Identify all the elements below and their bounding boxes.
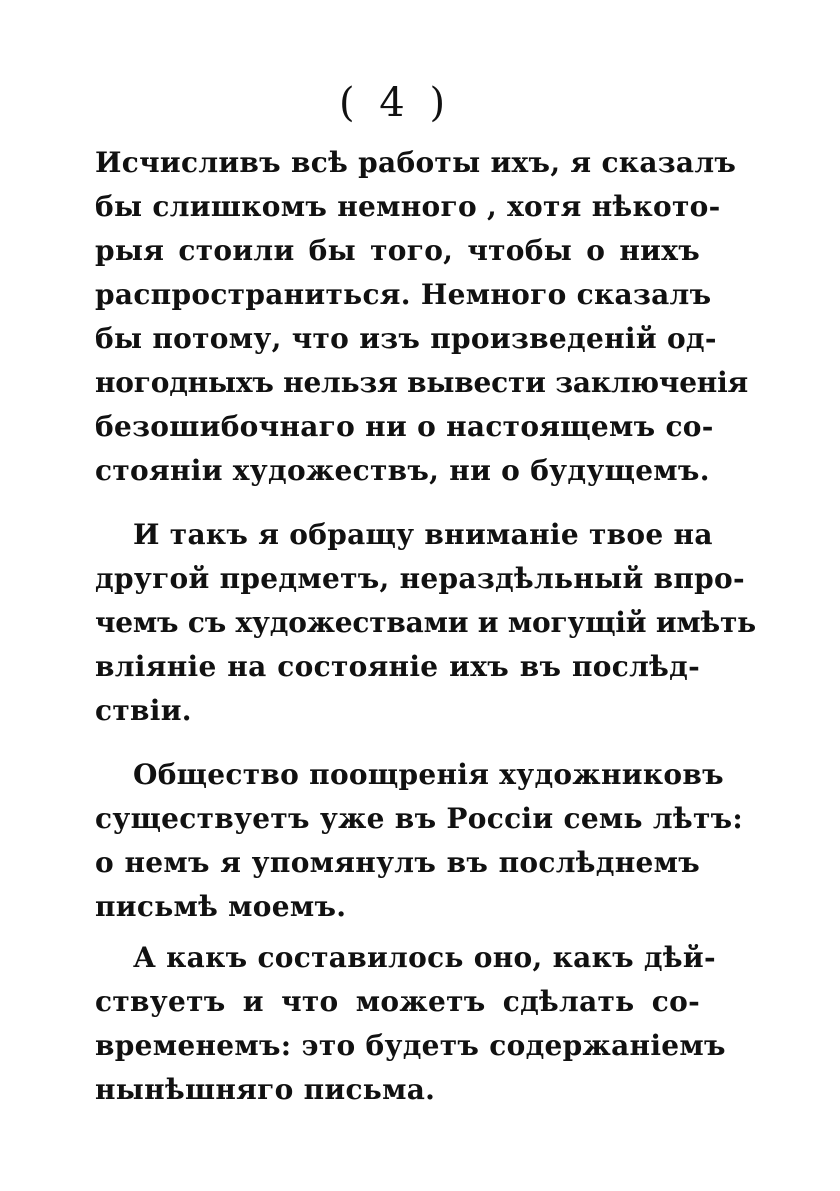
text-line: существуетъ уже въ Россіи семь лѣтъ: (95, 802, 744, 835)
text-line: Общество поощренія художниковъ (133, 758, 724, 791)
text-line: бы потому, что изъ произведеній од- (95, 322, 717, 355)
text-line: о немъ я упомянулъ въ послѣднемъ (95, 846, 700, 879)
text-line: Исчисливъ всѣ работы ихъ, я сказалъ (95, 146, 737, 179)
text-line: другой предметъ, нераздѣльный впро- (95, 562, 745, 595)
text-line: рыя стоили бы того, чтобы о нихъ (95, 234, 700, 267)
text-line: временемъ: это будетъ содержаніемъ (95, 1029, 726, 1062)
text-line: распространиться. Немного сказалъ (95, 278, 712, 311)
text-line: И такъ я обращу вниманіе твое на (133, 518, 713, 551)
text-line: ногодныхъ нельзя вывести заключенія (95, 366, 749, 399)
paragraph-2 (95, 513, 756, 733)
text-line: бы слишкомъ немного , хотя нѣкото- (95, 190, 721, 223)
text-line: чемъ съ художествами и могущій имѣть (95, 606, 756, 639)
text-line: нынѣшняго письма. (95, 1073, 436, 1106)
text-line: письмѣ моемъ. (95, 890, 347, 923)
text-line: ствуетъ и что можетъ сдѣлать со- (95, 985, 700, 1018)
paragraph-1 (95, 141, 749, 493)
text-line: А какъ составилось оно, какъ дѣй- (133, 941, 716, 974)
paragraph-3 (95, 753, 744, 929)
page-number: ( 4 ) (338, 80, 452, 126)
paragraph-4 (95, 936, 726, 1112)
text-line: стояніи художествъ, ни о будущемъ. (95, 454, 710, 487)
text-line: вліяніе на состояніе ихъ въ послѣд- (95, 650, 700, 683)
text-line: ствіи. (95, 694, 192, 727)
text-line: безошибочнаго ни о настоящемъ со- (95, 410, 714, 443)
